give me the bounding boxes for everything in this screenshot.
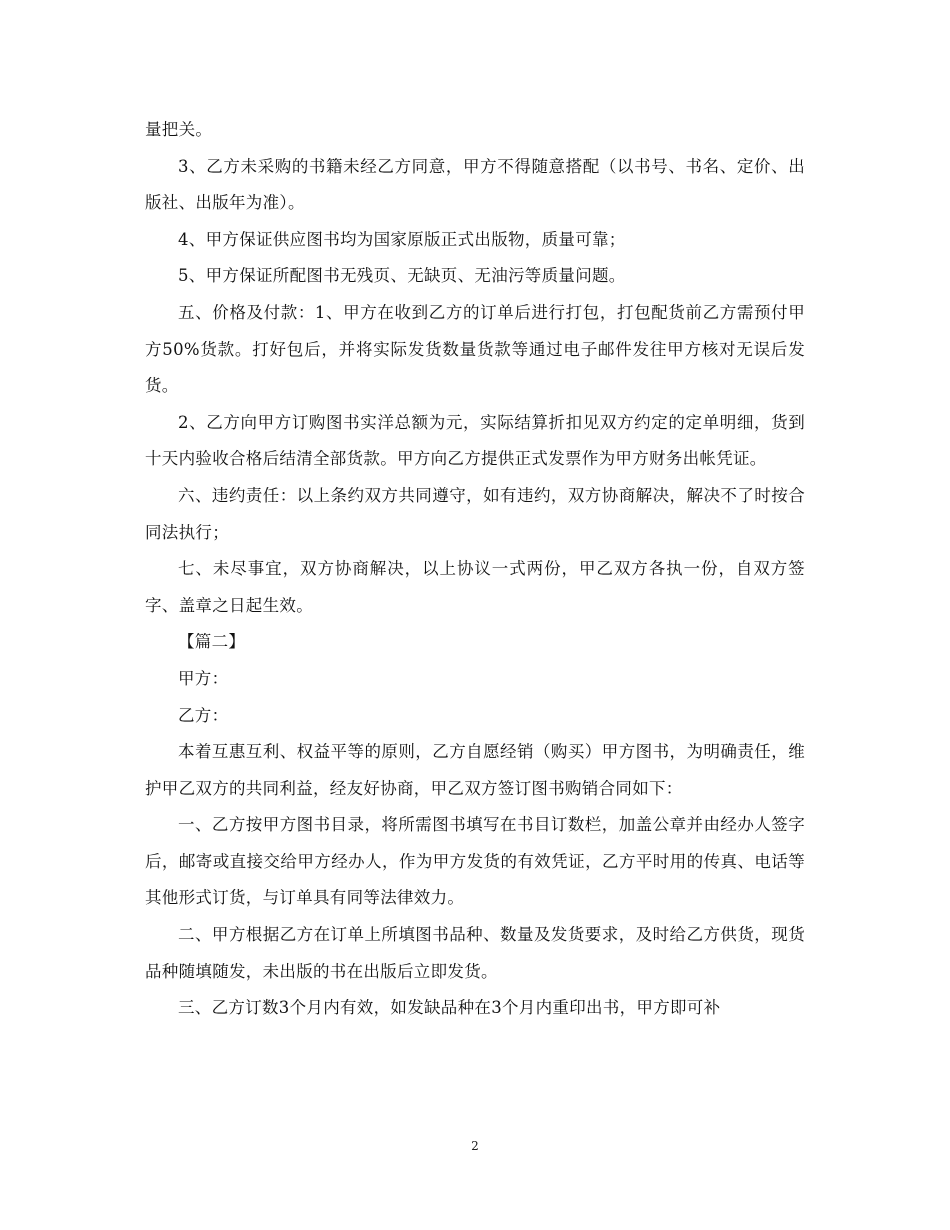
- party-a-label: 甲方：: [178, 668, 229, 688]
- paragraph-preamble: 本着互惠互利、权益平等的原则，乙方自愿经销（购买）甲方图书，为明确责任，维护甲乙双方的共同利益，经友好协商，甲乙双方签订图书购销合同如下：: [145, 742, 805, 798]
- paragraph-5: 五、价格及付款：1、甲方在收到乙方的订单后进行打包，打包配货前乙方需预付甲方50%货款。打好包后，并将实际发货数量货款等通过电子邮件发往甲方核对无误后发货。: [145, 302, 805, 396]
- paragraph-1: 量把关。: [145, 120, 213, 139]
- paragraph-7: 六、违约责任：以上条约双方共同遵守，如有违约，双方协商解决，解决不了时按合同法执行；: [145, 485, 805, 542]
- paragraph-2: 3、乙方未采购的书籍未经乙方同意，甲方不得随意搭配（以书号、书名、定价、出版社、出版年为准）。: [145, 156, 805, 213]
- party-b-label: 乙方：: [178, 705, 229, 725]
- paragraph-3: 4、甲方保证供应图书均为国家原版正式出版物，质量可靠；: [178, 229, 626, 249]
- section-heading: 【篇二】: [178, 632, 246, 652]
- paragraph-6: 2、乙方向甲方订购图书实洋总额为元，实际结算折扣见双方约定的定单明细，货到十天内验收合格后结清全部货款。甲方向乙方提供正式发票作为甲方财务出帐凭证。: [145, 412, 805, 469]
- paragraph-clause-1: 一、乙方按甲方图书目录，将所需图书填写在书目订数栏，加盖公章并由经办人签字后，邮寄或直接交给甲方经办人，作为甲方发货的有效凭证，乙方平时用的传真、电话等其他形式订货，与订单具有同等法律效力。: [145, 815, 805, 908]
- paragraph-clause-2: 二、甲方根据乙方在订单上所填图书品种、数量及发货要求，及时给乙方供货，现货品种随填随发，未出版的书在出版后立即发货。: [145, 925, 805, 981]
- page-number: 2: [471, 1139, 479, 1153]
- document-body: [145, 112, 805, 1027]
- paragraph-8: 七、未尽事宜，双方协商解决，以上协议一式两份，甲乙双方各执一份，自双方签字、盖章之日起生效。: [145, 559, 805, 615]
- paragraph-4: 5、甲方保证所配图书无残页、无缺页、无油污等质量问题。: [178, 266, 626, 286]
- paragraph-clause-3: 三、乙方订数3个月内有效，如发缺品种在3个月内重印出书，甲方即可补: [178, 998, 721, 1018]
